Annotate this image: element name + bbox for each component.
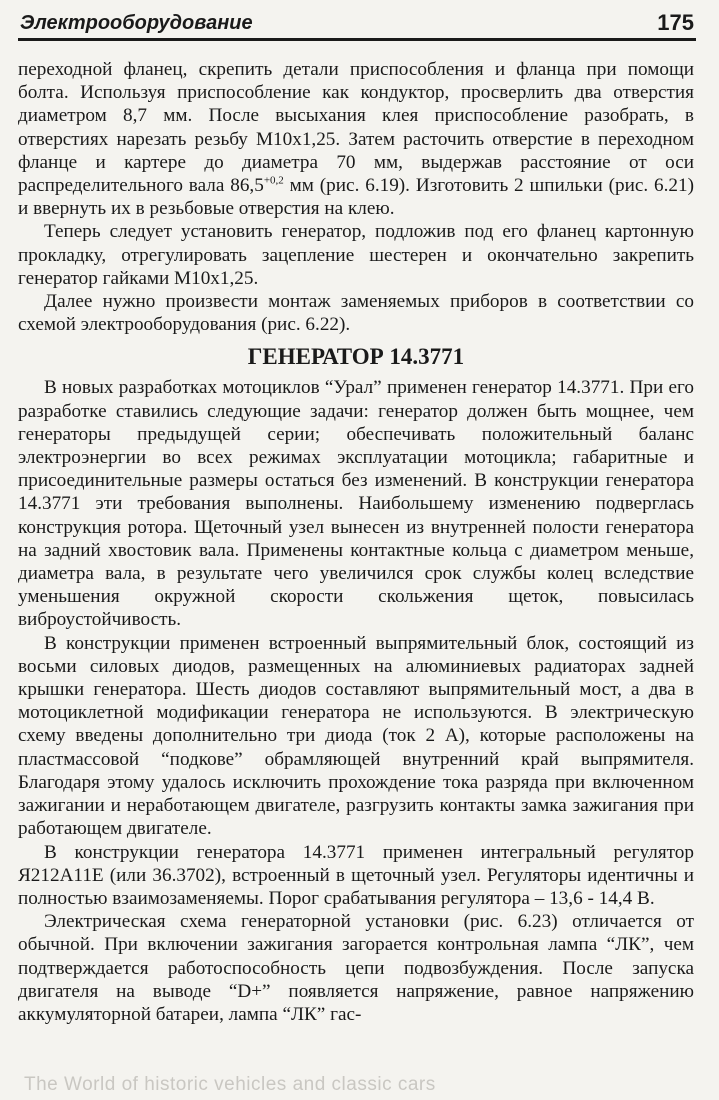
paragraph: Электрическая схема генераторной установки (рис. 6.23) отличается от обычной. При включении зажигания загорается контрольная лампа “ЛК”, чем подтверждается работоспособность цепи подвозбуждения. После запуска двигателя на выводе “D+” появляется напряжение, равное напряжению аккумуляторной батареи, лампа “ЛК” гас- xyxy=(18,911,694,1025)
section-title: Электрооборудование xyxy=(20,12,253,34)
page-number: 175 xyxy=(657,10,694,35)
paragraph: В новых разработках мотоциклов “Урал” применен генератор 14.3771. При его разработке ставились следующие задачи: генератор должен быть мощнее, чем генераторы предыдущей серии; обеспечивать положительный баланс электроэнергии во всех режимах эксплуатации мотоцикла; габаритные и присоединительные размеры остаться без изменений. В конструкции генератора 14.3771 эти требования выполнены. Наибольшему изменению подверглась конструкция ротора. Щеточный узел вынесен из внутренней полости генератора на задний хвостовик вала. Применены контактные кольца с диаметром меньше, диаметра вала, в результате чего увеличился срок службы колец вследствие уменьшения окружной скорости скольжения щеток, повысилась виброустойчивость. xyxy=(18,377,694,631)
tolerance-superscript: +0,2 xyxy=(263,174,284,187)
watermark: The World of historic vehicles and classic cars xyxy=(24,1074,436,1095)
paragraph: переходной фланец, скрепить детали приспособления и фланца при помощи болта. Используя приспособление как кондуктор, просверлить два отверстия диаметром 8,7 мм. После высыхания клея приспособление разобрать, в отверстиях нарезать резьбу М10х1,25. Затем расточить отверстие в переходном фланце и картере до диаметра 70 мм, выдержав расстояние от оси распределительного вала $86,5^{+0,2}$ мм (рис. 6.19). Изготовить 2 шпильки (рис. 6.21) и ввернуть их в резьбовые отверстия на клею. xyxy=(18,59,694,220)
paragraph: Теперь следует установить генератор, подложив под его фланец картонную прокладку, отрегулировать зацепление шестерен и окончательно закрепить генератор гайками М10х1,25. xyxy=(18,221,694,289)
section-heading: ГЕНЕРАТОР 14.3771 xyxy=(247,344,465,370)
page-header xyxy=(18,12,696,41)
page-body xyxy=(18,58,694,1026)
paragraph: В конструкции генератора 14.3771 применен интегральный регулятор Я212А11Е (или 36.3702), встроенный в щеточный узел. Регуляторы идентичны и полностью взаимозаменяемы. Порог срабатывания регулятора – 13,6 - 14,4 В. xyxy=(18,841,694,909)
paragraph: В конструкции применен встроенный выпрямительный блок, состоящий из восьми силовых диодов, размещенных на алюминиевых радиаторах задней крышки генератора. Шесть диодов составляют выпрямительный мост, а два в мотоциклетной модификации генератора не используются. В электрическую схему введены дополнительно три диода (ток 2 А), которые расположены на пластмассовой “подкове” обрамляющей внутренний край выпрямителя. Благодаря этому удалось исключить прохождение тока разряда при включенном зажигании и неработающем двигателе, разгрузить контакты замка зажигания при работающем двигателе. xyxy=(18,632,694,840)
paragraph: Далее нужно произвести монтаж заменяемых приборов в соответствии со схемой электрооборудования (рис. 6.22). xyxy=(18,291,694,336)
